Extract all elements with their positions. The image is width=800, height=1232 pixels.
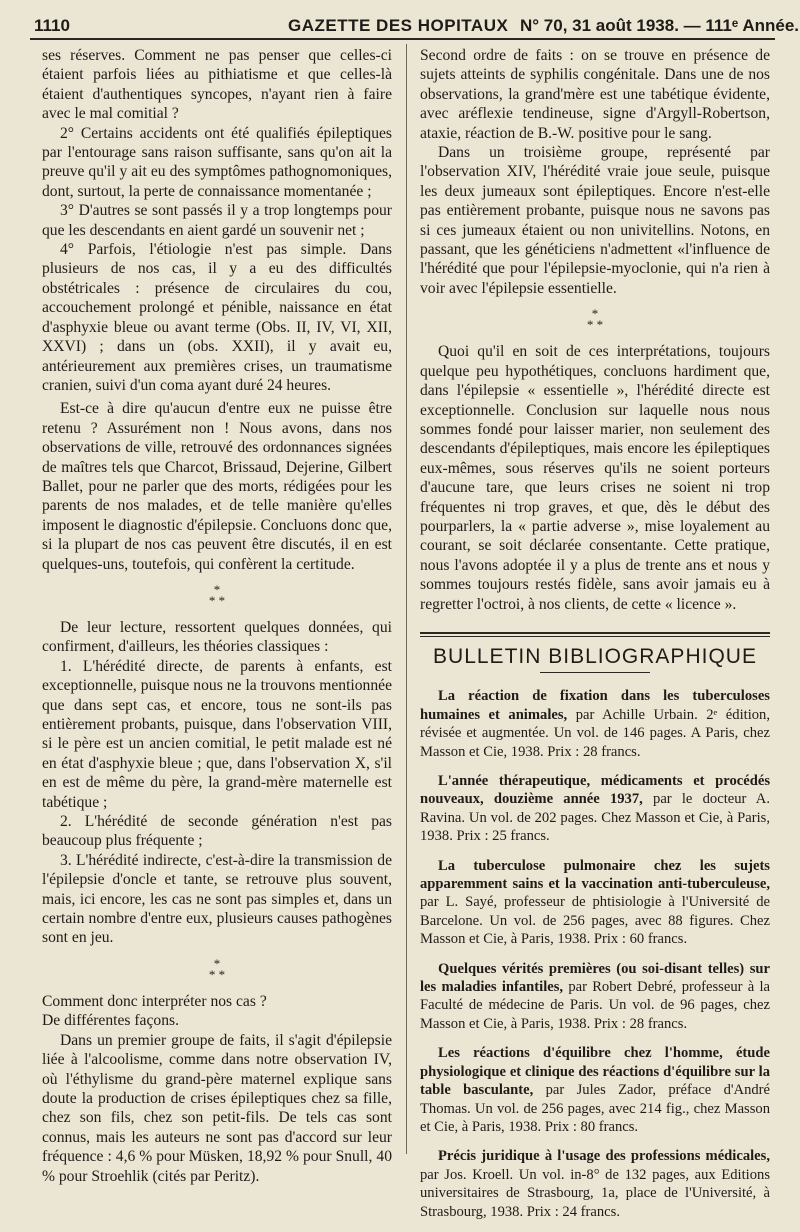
section-separator: * * *	[208, 955, 226, 982]
bibliography-entry	[420, 1044, 770, 1136]
entry-details: par L. Sayé, professeur de phtisiologie à l'Université de Barcelone. Un vol. de 256 pages, avec 88 figures. Chez Masson et Cie, à Paris, 1938. Prix : 60 francs.	[420, 894, 770, 948]
entry-title: Précis juridique à l'usage des professions médicales,	[438, 1148, 770, 1165]
section-rule	[420, 632, 770, 637]
journal-title: GAZETTE DES HOPITAUX	[288, 16, 509, 35]
paragraph: Dans un troisième groupe, représenté par l'observation XIV, l'hérédité vraie joue seule, puisque les deux jumeaux sont épileptiques. Encore n'est-elle pas entièrement probante, puisque nous ne savons pas si ces jumeaux étaient ou non univitellins. Notons, en passant, que les généticiens n'admettent «l'influence de l'hérédité que pour l'épilepsie-myoclonie, qui n'a rien à voir avec l'épilepsie essentielle.	[420, 144, 770, 297]
paragraph: 2° Certains accidents ont été qualifiés épileptiques par l'entourage sans raison suffisante, sans qu'on ait la preuve qu'il y ait eu des symptômes pathognomoniques, dont, surtout, la perte de connaissance momentanée ;	[42, 124, 392, 200]
entry-details: par Robert Debré, professeur à la Faculté de médecine de Paris. Un vol. de 96 pages, chez Masson et Cie, à Paris, 1938. Prix : 28 francs.	[420, 979, 770, 1032]
paragraph: Second ordre de faits : on se trouve en présence de sujets atteints de syphilis congénitale. Dans une de nos observations, la grand'mère est une tabétique évidente, avec aréflexie tendineuse, signe d'Argyll-Robertson, ataxie, réaction de B.-W. positive pour le sang.	[420, 47, 770, 142]
entry-details: par Achille Urbain. 2ᵉ édition, révisée et augmentée. Un vol. de 146 pages. A Paris, chez Masson et Cie, 1938. Prix : 28 francs.	[420, 706, 770, 760]
paragraph: Quoi qu'il en soit de ces interprétations, toujours quelque peu hypothétiques, concluons hardiment que, dans l'épilepsie « essentielle », l'hérédité directe est exceptionnelle. Conclusion sur laquelle nous nous sommes fondé pour laisser marier, non seulement des descendants d'épileptiques, mais encore les épileptiques eux-mêmes, sous réserves qu'ils ne soient porteurs d'aucune tare, que leurs crises ne soient ni trop fréquentes ni trop graves, et que, dès le début des pourparlers, la « partie adverse », mise loyalement au courant, se soit déclarée consentante. Cette pratique, nous l'avons adoptée il y a plus de trente ans et nous y sommes toujours restés fidèle, sans avoir jamais eu à regretter l'octroi, à nos clients, de cette « licence ».	[420, 343, 770, 613]
issue-info: N° 70, 31 août 1938. — 111ᵉ Année.	[520, 16, 800, 35]
heading-underline	[540, 672, 650, 673]
entry-details: par le docteur A. Ravina. Un vol. de 202 pages. Chez Masson et Cie, à Paris, 1938. Prix : 25 francs.	[420, 791, 770, 845]
entry-title: La tuberculose pulmonaire chez les sujets apparemment sains et la vaccination anti-tuberculeuse,	[420, 857, 770, 893]
bibliography-list	[420, 687, 770, 1221]
entry-title: Les réactions d'équilibre chez l'homme, étude physiologique et clinique des réactions d'équilibre sur la table basculante,	[420, 1045, 770, 1099]
bibliography-entry	[420, 960, 770, 1034]
paragraph: 2. L'hérédité de seconde génération n'est pas beaucoup plus fréquente ;	[42, 813, 392, 850]
column-divider	[406, 44, 407, 1154]
paragraph: Comment donc interpréter nos cas ?	[42, 992, 267, 1010]
paragraph: 3. L'hérédité indirecte, c'est-à-dire la transmission de l'épilepsie d'oncle et tante, se retrouve plus souvent, mais, ici encore, les cas ne sont pas simples et, dans un certain nombre d'entre eux, plusieurs causes pathogènes sont en jeu.	[42, 851, 392, 947]
entry-details: par Jos. Kroell. Un vol. in-8° de 132 pages, aux Editions universitaires de Strasbourg, 1a, place de l'Université, à Strasbourg, 1938. Prix : 24 francs.	[420, 1166, 770, 1220]
bibliography-entry	[420, 857, 770, 949]
right-column	[420, 46, 770, 1232]
paragraph: 4° Parfois, l'étiologie n'est pas simple. Dans plusieurs de nos cas, il y a eu des difficultés obstétricales : présence de circulaires du cou, accouchement prolongé et pénible, naissance en état d'asphyxie bleue ou avant terme (Obs. II, IV, VI, XII, XXVI) ; dans un (obs. XXII), il y avait eu, antérieurement aux premières crises, un traumatisme cranien, suivi d'un coma ayant duré 24 heures.	[42, 241, 392, 394]
paragraph: De leur lecture, ressortent quelques données, qui confirment, d'ailleurs, les théories classiques :	[42, 618, 392, 656]
paragraph: De différentes façons.	[42, 1012, 179, 1030]
bibliography-entry	[420, 687, 770, 761]
entry-title: L'année thérapeutique, médicaments et procédés nouveaux, douzième année 1937,	[420, 773, 770, 808]
bibliography-entry	[420, 772, 770, 846]
page-number: 1110	[34, 16, 70, 35]
section-separator: * * *	[586, 306, 604, 333]
left-column	[42, 46, 392, 1186]
page-header	[30, 8, 800, 40]
bibliography-entry	[420, 1147, 770, 1221]
bulletin-heading: BULLETIN BIBLIOGRAPHIQUE	[433, 644, 757, 668]
paragraph: Dans un premier groupe de faits, il s'agit d'épilepsie liée à l'alcoolisme, comme dans notre observation IV, où l'éthylisme du grand-père maternel explique sans doute la production de crises épileptiques chez sa fille, chez son fils, chez son petit-fils. De tels cas sont connus, mais les auteurs ne sont pas d'accord sur leur fréquence : 4,6 % pour Müsken, 18,92 % pour Snull, 40 % pour Stroehlik (cités par Peritz).	[42, 1031, 392, 1185]
section-separator: * * *	[208, 581, 226, 608]
entry-title: La réaction de fixation dans les tuberculoses humaines et animales,	[420, 688, 770, 723]
entry-title: Quelques vérités premières (ou soi-disant telles) sur les maladies infantiles,	[420, 960, 770, 996]
paragraph: 1. L'hérédité directe, de parents à enfants, est exceptionnelle, puisque nous ne la trouvons mentionnée que dans sept cas, et encore, tous ne sont-ils pas entièrement probants, puisque, dans l'observation VIII, si le père est un ancien comitial, le petit malade est né en état d'asphyxie bleue ; que, dans l'observation X, s'il en est de même du père, la grand-mère maternelle est tabétique ;	[42, 657, 392, 811]
paragraph: Est-ce à dire qu'aucun d'entre eux ne puisse être retenu ? Assurément non ! Nous avons, dans nos observations de ville, retrouvé des ordonnances signées de maîtres tels que Charcot, Brissaud, Dejerine, Gilbert Ballet, pour ne parler que des morts, rédigées pour les parents de nos malades, et de telle manière qu'elles imposent le diagnostic d'épilepsie. Concluons donc que, si la plupart de nos cas peuvent être discutés, il en est quelques-uns, toutefois, qui confèrent la certitude.	[42, 400, 392, 573]
paragraph: ses réserves. Comment ne pas penser que celles-ci étaient parfois liées au pithiatisme et que celles-là étaient d'authentiques syncopes, n'ayant rien à faire avec le mal comitial ?	[42, 47, 392, 123]
paragraph: 3° D'autres se sont passés il y a trop longtemps pour que les descendants en aient gardé un souvenir net ;	[42, 202, 392, 239]
entry-details: par Jules Zador, préface d'André Thomas. Un vol. de 256 pages, avec 214 fig., chez Masson et Cie, à Paris, 1938. Prix : 80 francs.	[420, 1082, 771, 1135]
